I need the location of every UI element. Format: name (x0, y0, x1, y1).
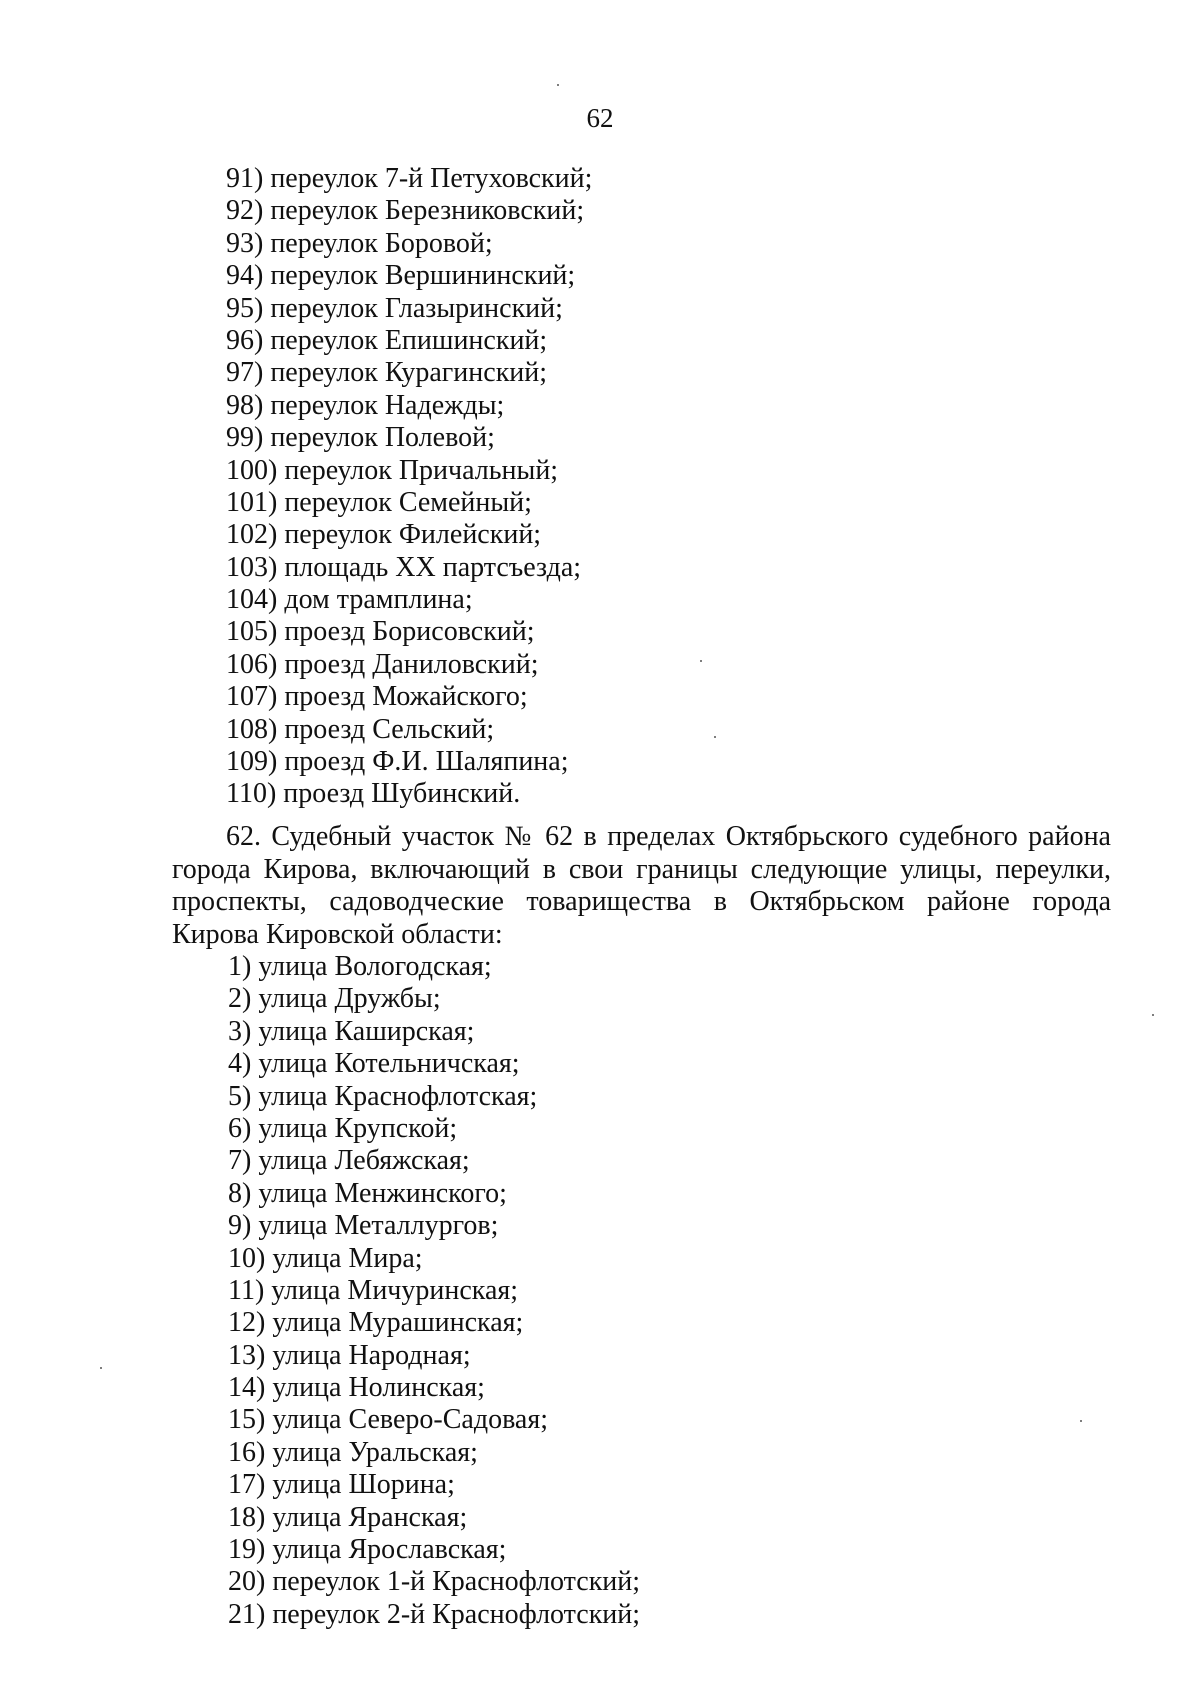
list-item: 100) переулок Причальный; (226, 454, 559, 486)
scan-speck (714, 736, 716, 738)
list-item: 8) улица Менжинского; (228, 1177, 507, 1209)
list-item: 104) дом трамплина; (226, 584, 473, 616)
scan-speck (700, 660, 702, 662)
list-item: 101) переулок Семейный; (226, 486, 532, 518)
list-item: 9) улица Металлургов; (228, 1210, 499, 1242)
list-item: 103) площадь XX партсъезда; (226, 551, 582, 583)
list-item: 97) переулок Курагинский; (226, 357, 548, 389)
list-item: 12) улица Мурашинская; (228, 1307, 524, 1339)
list-item: 11) улица Мичуринская; (228, 1274, 519, 1306)
list-item: 107) проезд Можайского; (226, 681, 528, 713)
list-item: 4) улица Котельничская; (228, 1048, 520, 1080)
section-paragraph: 62. Судебный участок № 62 в пределах Октябрьского судебного района города Кирова, включающий в свои границы следующие улицы, переулки, проспекты, садоводческие товарищества в Октябрьском районе города Кирова Кировской области: (172, 821, 1111, 950)
scan-speck (1152, 1014, 1154, 1016)
list-item: 7) улица Лебяжская; (228, 1145, 470, 1177)
list-item: 96) переулок Епишинский; (226, 324, 548, 356)
list-item: 16) улица Уральская; (228, 1436, 478, 1468)
list-item: 106) проезд Даниловский; (226, 648, 539, 680)
list-item: 99) переулок Полевой; (226, 422, 495, 454)
list-item: 91) переулок 7-й Петуховский; (226, 163, 593, 194)
scan-speck (557, 84, 559, 86)
list-item: 10) улица Мира; (228, 1242, 423, 1274)
scan-speck (100, 1367, 102, 1369)
page-number: 62 (586, 103, 614, 133)
street-list (228, 951, 640, 1631)
list-item: 14) улица Нолинская; (228, 1372, 485, 1404)
list-item: 1) улица Вологодская; (228, 951, 492, 982)
scan-speck (1080, 1420, 1082, 1422)
list-item: 21) переулок 2-й Краснофлотский; (228, 1598, 641, 1630)
list-item: 109) проезд Ф.И. Шаляпина; (226, 746, 569, 778)
list-item: 93) переулок Боровой; (226, 227, 493, 259)
list-item: 15) улица Северо-Садовая; (228, 1404, 549, 1436)
list-item: 18) улица Яранская; (228, 1501, 468, 1533)
list-item: 95) переулок Глазыринский; (226, 292, 563, 324)
list-item: 5) улица Краснофлотская; (228, 1080, 538, 1112)
list-item: 105) проезд Борисовский; (226, 616, 535, 648)
list-item: 102) переулок Филейский; (226, 519, 542, 551)
list-item: 110) проезд Шубинский. (226, 778, 521, 810)
list-item: 94) переулок Вершининский; (226, 260, 576, 292)
list-item: 98) переулок Надежды; (226, 389, 505, 421)
list-item: 13) улица Народная; (228, 1339, 471, 1371)
list-item: 3) улица Каширская; (228, 1015, 475, 1047)
list-item: 20) переулок 1-й Краснофлотский; (228, 1566, 641, 1598)
list-item: 2) улица Дружбы; (228, 983, 441, 1015)
list-item: 17) улица Шорина; (228, 1469, 455, 1501)
list-item: 92) переулок Березниковский; (226, 195, 585, 227)
list-item: 19) улица Ярославская; (228, 1534, 507, 1566)
list-item: 108) проезд Сельский; (226, 713, 495, 745)
list-item: 6) улица Крупской; (228, 1112, 458, 1144)
street-list-continued (226, 163, 592, 811)
